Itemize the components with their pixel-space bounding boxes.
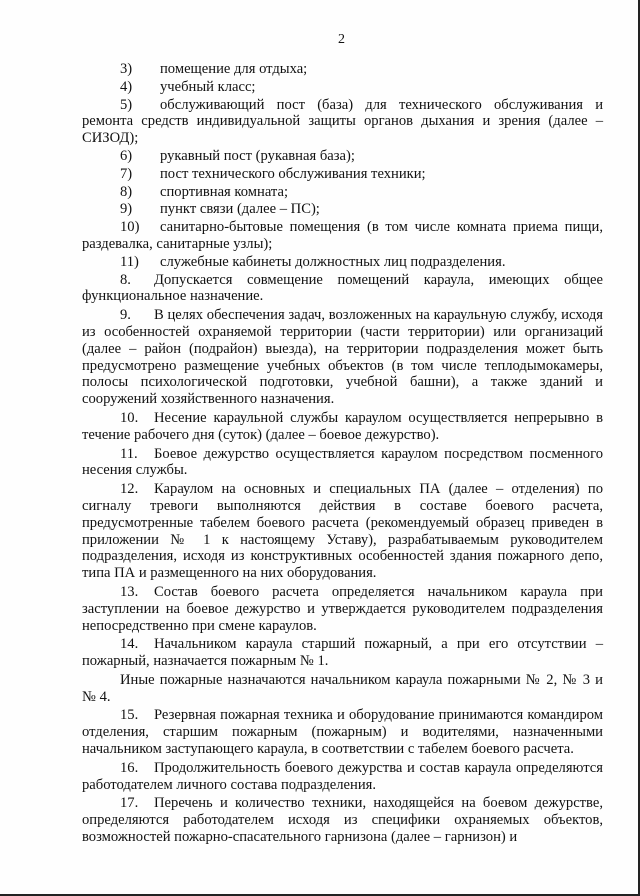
- paragraph-17: 17. Перечень и количество техники, находящейся на боевом дежурстве, определяются работодателем исходя из специфики охраняемых объектов, возможностей пожарно-спасательного гарнизона (далее – гарнизон) и: [82, 795, 603, 846]
- list-item: 10) санитарно-бытовые помещения (в том числе комната приема пищи, раздевалка, санитарные узлы);: [82, 219, 603, 252]
- page-number: 2: [338, 32, 345, 47]
- paragraph-8: 8. Допускается совмещение помещений караула, имеющих общее функциональное назначение.: [82, 271, 603, 305]
- paragraph-15: 15. Резервная пожарная техника и оборудование принимаются командиром отделения, старшим пожарным (пожарным) и водителями, назначенными начальником заступающего караула, в соответствии с табелем боевого расчета.: [82, 707, 603, 758]
- paragraph-13: 13. Состав боевого расчета определяется начальником караула при заступлении на боевое дежурство и утверждается руководителем подразделения непосредственно при смене караулов.: [82, 583, 603, 634]
- paragraph-14: 14. Начальником караула старший пожарный, а при его отсутствии – пожарный, назначается пожарным № 1.: [82, 636, 603, 670]
- document-body: [82, 61, 603, 848]
- paragraph-14-continued: Иные пожарные назначаются начальником караула пожарными № 2, № 3 и № 4.: [82, 671, 603, 705]
- paragraph-11: 11. Боевое дежурство осуществляется караулом посредством посменного несения службы.: [82, 445, 603, 479]
- list-item: 9) пункт связи (далее – ПС);: [120, 201, 320, 218]
- paragraph-9: 9. В целях обеспечения задач, возложенных на караульную службу, исходя из особенностей охраняемой территории (части территории) или организаций (далее – район (подрайон) выезда), на территории подразделения может быть предусмотрено размещение учебных объектов (в том числе теплодымокамеры, полосы психологической подготовки, учебной башни), а также зданий и сооружений хозяйственного назначения.: [82, 307, 603, 408]
- list-item: 3) помещение для отдыха;: [120, 61, 308, 77]
- list-item: 4) учебный класс;: [120, 78, 256, 95]
- list-item: 8) спортивная комната;: [120, 183, 289, 200]
- list-item: 11) служебные кабинеты должностных лиц подразделения.: [120, 253, 506, 270]
- list-item: 5) обслуживающий пост (база) для технического обслуживания и ремонта средств индивидуальной защиты органов дыхания и зрения (далее – СИЗОД);: [82, 96, 603, 147]
- paragraph-16: 16. Продолжительность боевого дежурства и состав караула определяются работодателем личного состава подразделения.: [82, 759, 603, 793]
- paragraph-10: 10. Несение караульной службы караулом осуществляется непрерывно в течение рабочего дня (суток) (далее – боевое дежурство).: [82, 409, 603, 443]
- list-item: 7) пост технического обслуживания техники;: [120, 165, 426, 182]
- paragraph-12: 12. Караулом на основных и специальных ПА (далее – отделения) по сигналу тревоги выполняются действия в составе боевого расчета, предусмотренные табелем боевого расчета (рекомендуемый образец приведен в приложении № 1 к настоящему Уставу), разрабатываемым руководителем подразделения, исходя из конструктивных особенностей здания пожарного депо, типа ПА и размещенного на них оборудования.: [82, 481, 603, 582]
- list-item: 6) рукавный пост (рукавная база);: [120, 147, 355, 164]
